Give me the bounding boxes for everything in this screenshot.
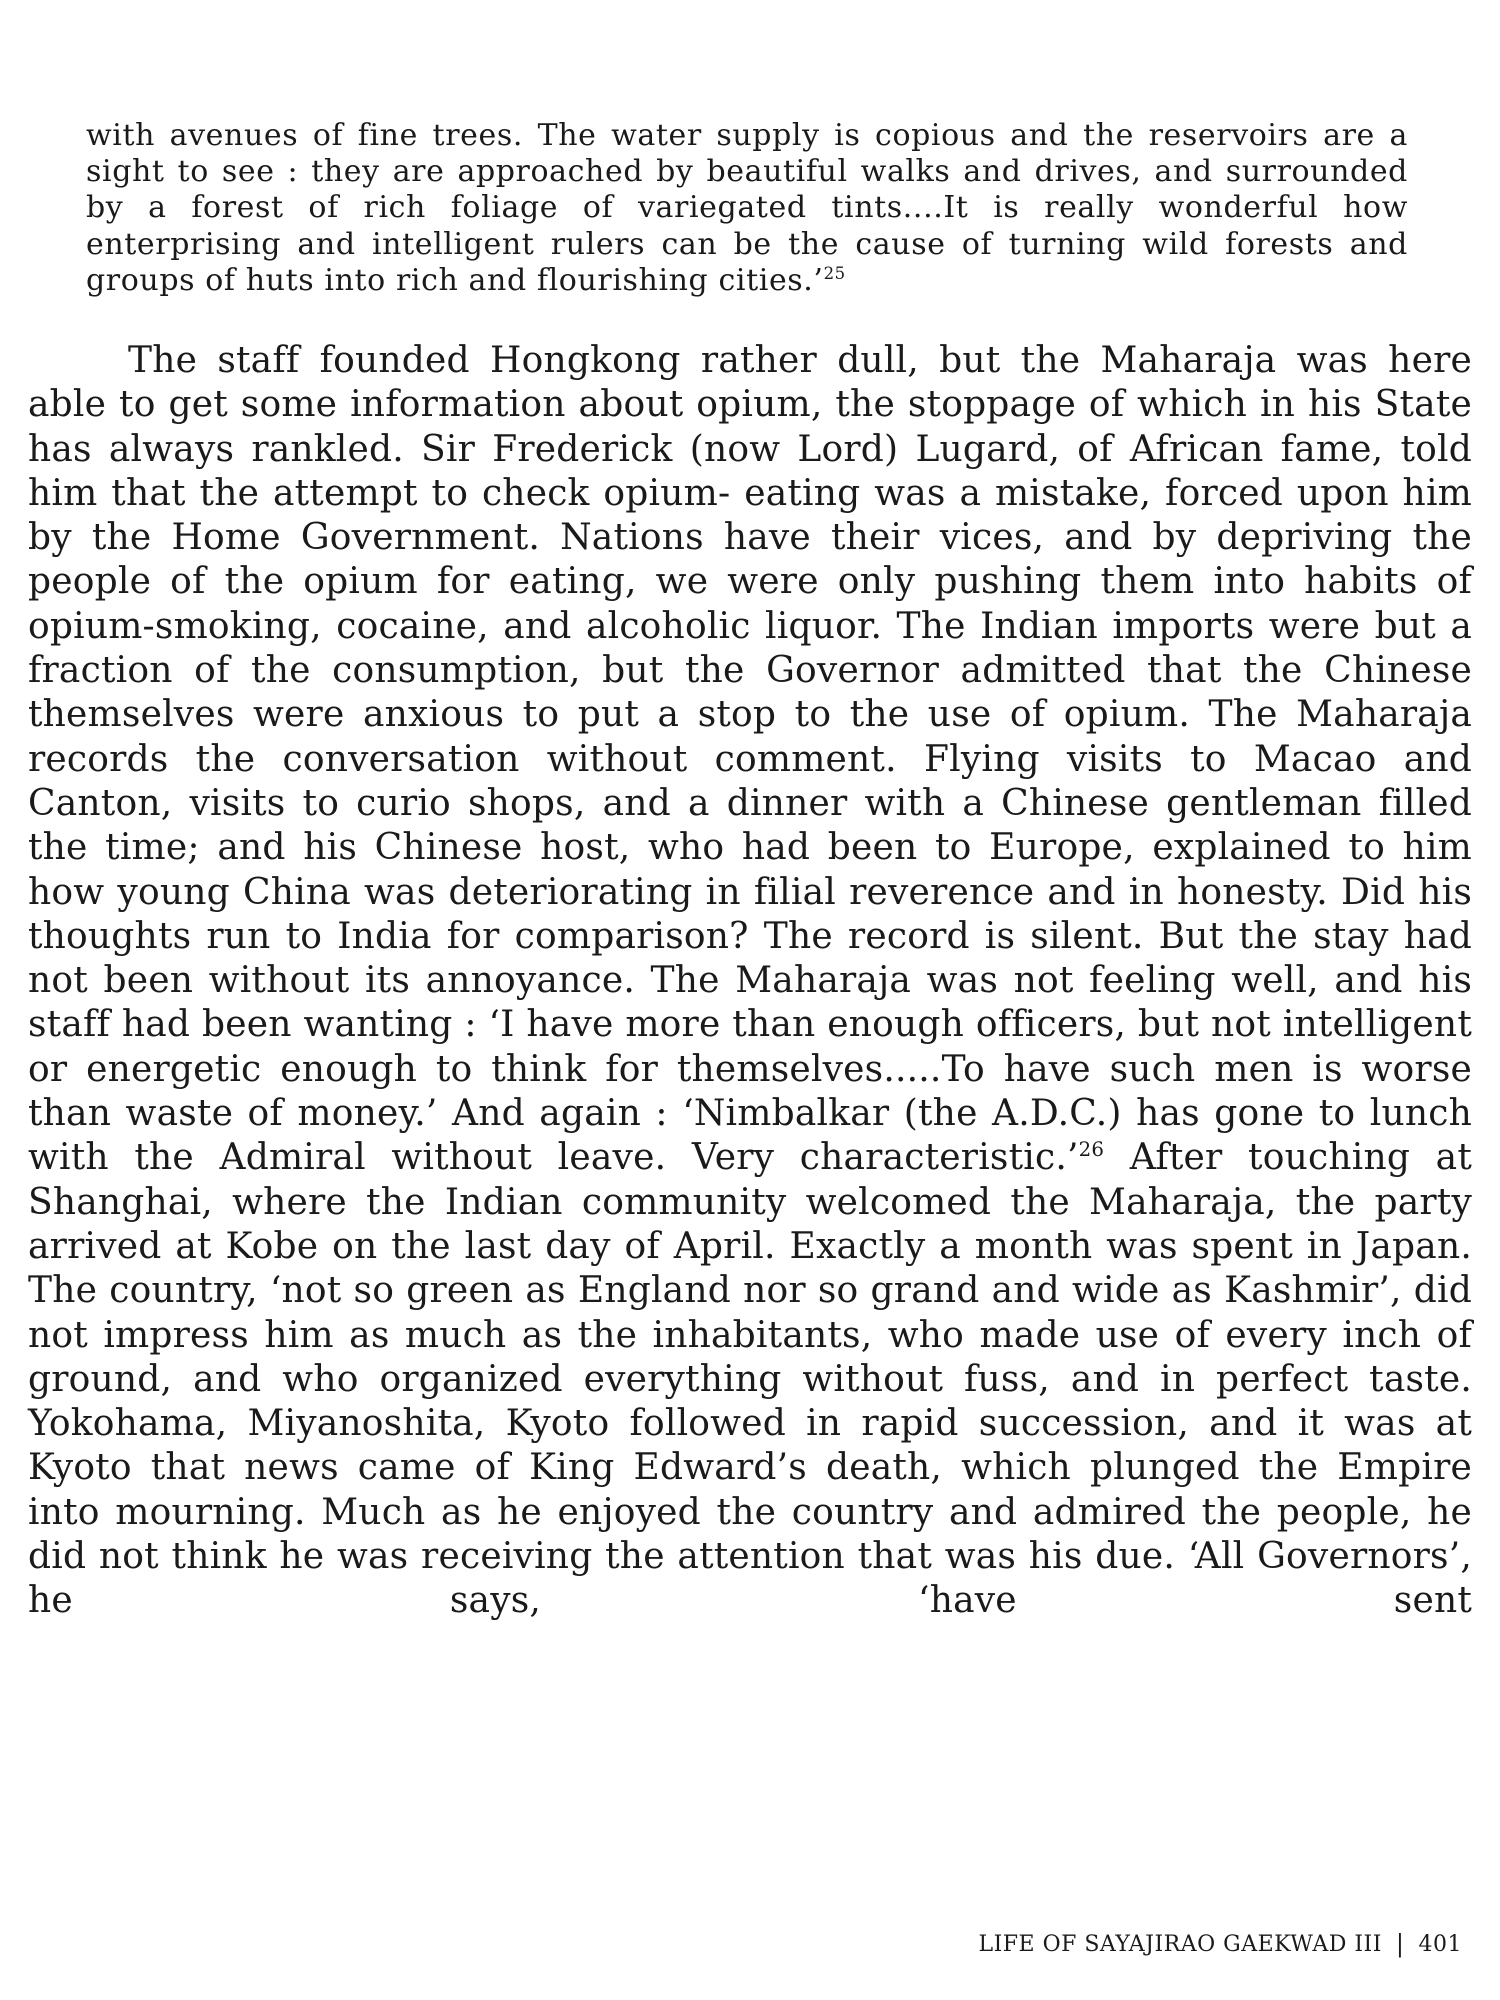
block-quote bbox=[86, 118, 1408, 299]
body-text-part2: After touching at Shanghai, where the Indian community welcomed the Maharaja, the party arrived at Kobe on the last day of April. Exactly a month was spent in Japan. The country, ‘not so green as England nor so grand and wide as Kashmir’, did not impress him as much as the inhabitants, who made use of every inch of ground, and who organized everything without fuss, and in perfect taste. Yokohama, Miyanoshita, Kyoto followed in rapid succession, and it was at Kyoto that news came of King Edward’s death, which plunged the Empire into mourning. Much as he enjoyed the country and admired the people, he did not think he was receiving the attention that was his due. ‘All Governors’, he says, ‘have sent bbox=[28, 1137, 1472, 1622]
running-title: LIFE OF SAYAJIRAO GAEKWAD III bbox=[978, 1931, 1382, 1957]
body-text-part1: The staff founded Hongkong rather dull, but the Maharaja was here able to get some information about opium, the stoppage of which in his State has always rankled. Sir Frederick (now Lord) Lugard, of African fame, told him that the attempt to check opium- eating was a mistake, forced upon him by the Home Government. Nations have their vices, and by depriving the people of the opium for eating, we were only pushing them into habits of opium-smoking, cocaine, and alcoholic liquor. The Indian imports were but a fraction of the consumption, but the Governor admitted that the Chinese themselves were anxious to put a stop to the use of opium. The Maharaja records the conversation without comment. Flying visits to Macao and Canton, visits to curio shops, and a dinner with a Chinese gentleman filled the time; and his Chinese host, who had been to Europe, explained to him how young China was deteriorating in filial reverence and in honesty. Did his thoughts run to India for comparison? The record is silent. But the stay had not been without its annoyance. The Maharaja was not feeling well, and his staff had been wanting : ‘I have more than enough officers, but not intelligent or energetic enough to think for themselves.....To have such men is worse than waste of money.’ And again : ‘Nimbalkar (the A.D.C.) has gone to lunch with the Admiral without leave. Very characteristic.’ bbox=[28, 340, 1472, 1179]
page-footer bbox=[978, 1930, 1462, 1958]
body-paragraph bbox=[28, 339, 1472, 1624]
page-number: 401 bbox=[1418, 1931, 1462, 1957]
quote-text: with avenues of fine trees. The water supply is copious and the reservoirs are a sight to see : they are approached by beautiful walks and drives, and surrounded by a forest of rich foliage of variegated tints....It is really wonderful how enterprising and intelligent rulers can be the cause of turning wild forests and groups of huts into rich and flourishing cities.’ bbox=[86, 118, 1408, 298]
footer-separator: | bbox=[1395, 1930, 1405, 1958]
footnote-ref-26: 26 bbox=[1078, 1138, 1105, 1162]
footnote-ref-25: 25 bbox=[823, 263, 846, 283]
